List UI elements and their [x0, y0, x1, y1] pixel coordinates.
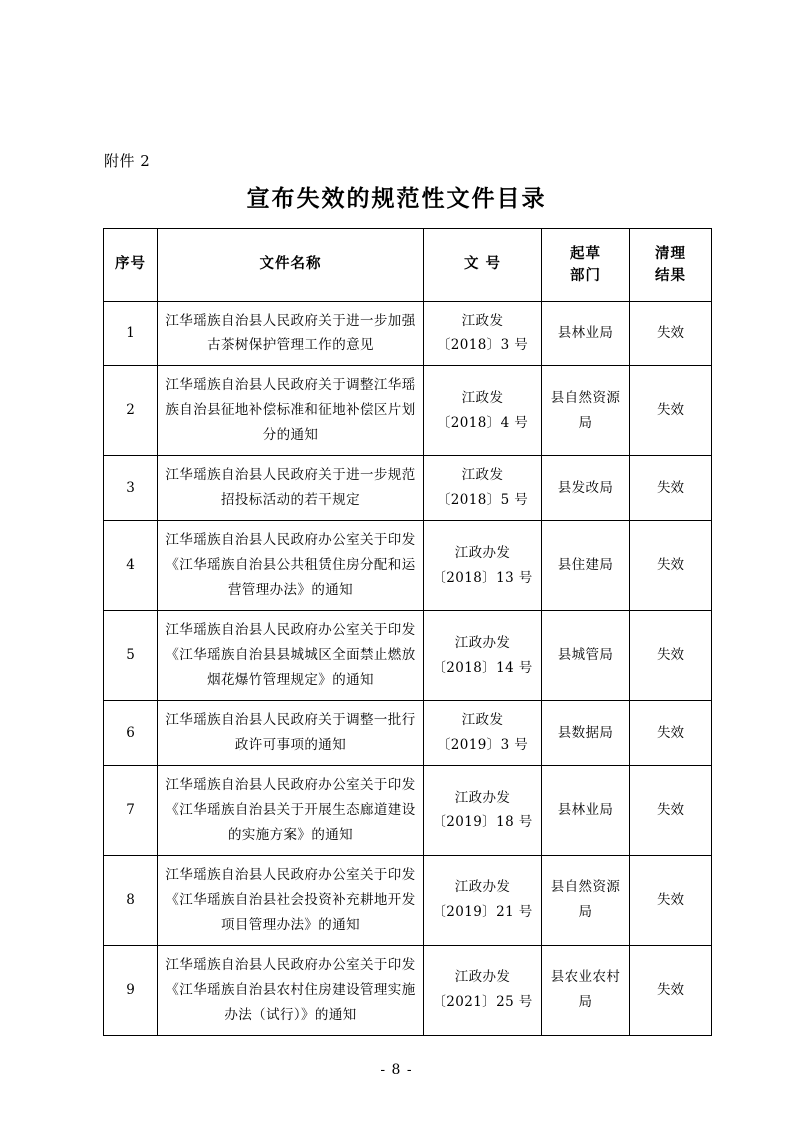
row-department: 县林业局 — [542, 301, 630, 366]
header-department-line2: 部门 — [570, 266, 601, 284]
attachment-label: 附件 2 — [104, 152, 151, 170]
row-number-line1: 江政发 — [461, 389, 504, 406]
row-no: 6 — [104, 701, 158, 766]
row-document-number — [424, 521, 542, 611]
row-result: 失效 — [630, 766, 712, 856]
table-header — [104, 229, 712, 302]
table-row — [104, 366, 712, 456]
header-result — [630, 229, 712, 302]
table-header-row — [104, 229, 712, 302]
table-row — [104, 945, 712, 1035]
invalid-documents-table — [103, 228, 712, 1036]
row-number-line1: 江政办发 — [454, 969, 511, 986]
row-result: 失效 — [630, 701, 712, 766]
row-result: 失效 — [630, 945, 712, 1035]
row-document-name: 江华瑶族自治县人民政府办公室关于印发《江华瑶族自治县公共租赁住房分配和运营管理办法》的通知 — [158, 521, 424, 611]
row-document-number — [424, 301, 542, 366]
row-result: 失效 — [630, 611, 712, 701]
row-document-number — [424, 945, 542, 1035]
row-document-name: 江华瑶族自治县人民政府办公室关于印发《江华瑶族自治县关于开展生态廊道建设的实施方案》的通知 — [158, 766, 424, 856]
row-document-name: 江华瑶族自治县人民政府办公室关于印发《江华瑶族自治县社会投资补充耕地开发项目管理办法》的通知 — [158, 855, 424, 945]
row-document-name: 江华瑶族自治县人民政府办公室关于印发《江华瑶族自治县农村住房建设管理实施办法（试行）》的通知 — [158, 945, 424, 1035]
row-document-number — [424, 366, 542, 456]
row-number-line1: 江政办发 — [454, 789, 511, 806]
table-row — [104, 855, 712, 945]
header-no: 序号 — [104, 229, 158, 302]
row-number-line2: 〔2021〕25 号 — [432, 994, 533, 1011]
header-result-line1: 清理 — [655, 245, 686, 262]
row-department: 县农业农村局 — [542, 945, 630, 1035]
row-number-line1: 江政发 — [461, 467, 504, 484]
table-row — [104, 766, 712, 856]
row-number-line2: 〔2018〕3 号 — [436, 337, 529, 354]
table-row — [104, 456, 712, 521]
row-number-line1: 江政办发 — [454, 879, 511, 896]
row-no: 2 — [104, 366, 158, 456]
row-result: 失效 — [630, 366, 712, 456]
table-body — [104, 301, 712, 1035]
row-number-line1: 江政办发 — [454, 634, 511, 651]
row-number-line2: 〔2019〕3 号 — [436, 737, 529, 754]
header-result-line2: 结果 — [655, 266, 686, 284]
row-department: 县自然资源局 — [542, 855, 630, 945]
page-number: - 8 - — [380, 1062, 413, 1078]
row-number-line2: 〔2018〕13 号 — [432, 569, 533, 586]
row-document-name: 江华瑶族自治县人民政府关于调整江华瑶族自治县征地补偿标准和征地补偿区片划分的通知 — [158, 366, 424, 456]
table-row — [104, 301, 712, 366]
row-document-name: 江华瑶族自治县人民政府办公室关于印发《江华瑶族自治县县城城区全面禁止燃放烟花爆竹管理规定》的通知 — [158, 611, 424, 701]
row-document-number — [424, 766, 542, 856]
row-number-line2: 〔2019〕18 号 — [432, 814, 533, 831]
row-number-line2: 〔2019〕21 号 — [432, 904, 533, 921]
row-no: 7 — [104, 766, 158, 856]
row-document-name: 江华瑶族自治县人民政府关于进一步加强古茶树保护管理工作的意见 — [158, 301, 424, 366]
row-number-line2: 〔2018〕5 号 — [436, 492, 529, 509]
row-document-number — [424, 456, 542, 521]
table-row — [104, 521, 712, 611]
header-name: 文件名称 — [158, 229, 424, 302]
row-department: 县自然资源局 — [542, 366, 630, 456]
row-number-line2: 〔2018〕4 号 — [436, 414, 529, 431]
row-department: 县数据局 — [542, 701, 630, 766]
row-result: 失效 — [630, 855, 712, 945]
row-no: 9 — [104, 945, 158, 1035]
row-document-number — [424, 611, 542, 701]
row-department: 县林业局 — [542, 766, 630, 856]
header-department-line1: 起草 — [570, 245, 601, 262]
row-result: 失效 — [630, 301, 712, 366]
row-number-line1: 江政发 — [461, 712, 504, 729]
row-document-name: 江华瑶族自治县人民政府关于调整一批行政许可事项的通知 — [158, 701, 424, 766]
row-no: 4 — [104, 521, 158, 611]
row-department: 县发改局 — [542, 456, 630, 521]
header-department — [542, 229, 630, 302]
row-no: 3 — [104, 456, 158, 521]
row-number-line2: 〔2018〕14 号 — [432, 659, 533, 676]
page-title: 宣布失效的规范性文件目录 — [246, 185, 547, 212]
header-number: 文 号 — [424, 229, 542, 302]
row-no: 1 — [104, 301, 158, 366]
row-no: 8 — [104, 855, 158, 945]
row-document-number — [424, 701, 542, 766]
row-number-line1: 江政办发 — [454, 544, 511, 561]
row-number-line1: 江政发 — [461, 312, 504, 329]
table-row — [104, 701, 712, 766]
row-document-name: 江华瑶族自治县人民政府关于进一步规范招投标活动的若干规定 — [158, 456, 424, 521]
row-document-number — [424, 855, 542, 945]
row-result: 失效 — [630, 521, 712, 611]
row-no: 5 — [104, 611, 158, 701]
row-department: 县住建局 — [542, 521, 630, 611]
row-result: 失效 — [630, 456, 712, 521]
table-row — [104, 611, 712, 701]
row-department: 县城管局 — [542, 611, 630, 701]
